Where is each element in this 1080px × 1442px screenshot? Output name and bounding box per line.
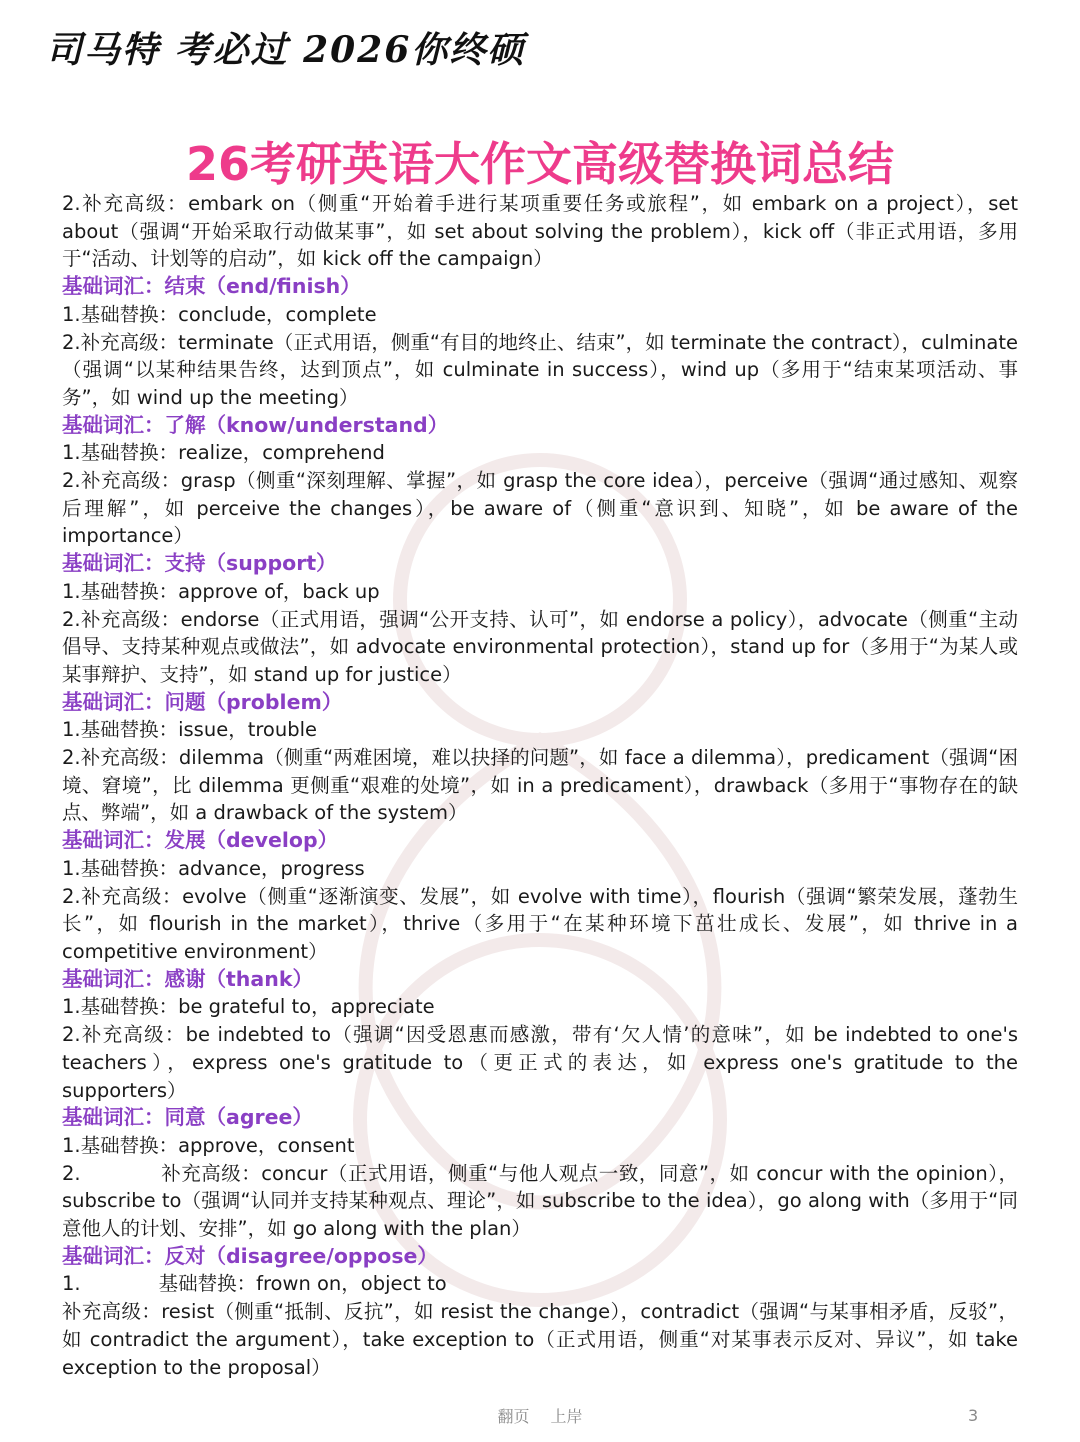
basic-replacement: 1.基础替换：be grateful to，appreciate: [62, 995, 435, 1019]
document-body: [62, 190, 1018, 1381]
section-heading: 基础词汇：支持（support）: [62, 551, 337, 576]
prev-page-link[interactable]: 翻页: [497, 1407, 530, 1426]
advanced-replacement: 2.补充高级：dilemma（侧重“两难困境，难以抉择的问题”，如 face a dilemma），predicament（强调“困境、窘境”，比 dilemma 更侧重“艰难的处境”，如 in a predicament），drawback（多用于“事物存在的缺点、弊端”，如 a drawback of the system）: [62, 746, 1018, 825]
section-heading: 基础词汇：结束（end/finish）: [62, 274, 361, 299]
advanced-replacement: 2.补充高级：be indebted to（强调“因受恩惠而感激，带有‘欠人情’的意味”，如 be indebted to one's teachers），express one's gratitude to（更正式的表达，如 express one's gratitude to the supporters）: [62, 1023, 1018, 1102]
brand-text: 司马特 考必过 2026你终硕: [46, 29, 526, 71]
advanced-replacement: 2.补充高级：grasp（侧重“深刻理解、掌握”，如 grasp the core idea），perceive（强调“通过感知、观察后理解”，如 perceive the changes），be aware of（侧重“意识到、知晓”，如 be aware of the importance）: [62, 469, 1018, 548]
basic-replacement: 1.基础替换：approve of，back up: [62, 579, 380, 603]
section-heading: 基础词汇：发展（develop）: [62, 828, 339, 853]
next-page-link[interactable]: 上岸: [550, 1407, 583, 1426]
section-heading: 基础词汇：感谢（thank）: [62, 966, 313, 991]
section-support: [62, 550, 1018, 689]
section-problem: [62, 689, 1018, 828]
basic-replacement: 1.基础替换：advance，progress: [62, 856, 365, 880]
section-end: [62, 273, 1018, 412]
section-understand: [62, 412, 1018, 551]
basic-replacement: 1.基础替换：realize，comprehend: [62, 441, 385, 465]
basic-replacement: 1.基础替换：issue，trouble: [62, 718, 318, 742]
advanced-replacement: 2.补充高级：endorse（正式用语，强调“公开支持、认可”，如 endorse a policy），advocate（侧重“主动倡导、支持某种观点或做法”，如 advocate environmental protection），stand up for（多用于“为某人或某事辩护、支持”，如 stand up for justice）: [62, 607, 1018, 686]
section-heading: 基础词汇：反对（disagree/oppose）: [62, 1243, 438, 1268]
intro-paragraph: 2.补充高级：embark on（侧重“开始着手进行某项重要任务或旅程”，如 embark on a project），set about（强调“开始采取行动做某事”，如 set about solving the problem），kick off（非正式用语，多用于“活动、计划等的启动”，如 kick off the campaign）: [62, 192, 1018, 271]
page-number: 3: [968, 1406, 979, 1425]
advanced-replacement: 2. 补充高级：concur（正式用语，侧重“与他人观点一致，同意”，如 concur with the opinion），subscribe to（强调“认同并支持某种观点、理论”，如 subscribe to the idea），go along with（多用于“同意他人的计划、安排”，如 go along with the plan）: [62, 1161, 1018, 1241]
advanced-replacement: 补充高级：resist（侧重“抵制、反抗”，如 resist the change），contradict（强调“与某事相矛盾，反驳”，如 contradict the argument），take exception to（正式用语，侧重“对某事表示反对、异议”，如 take exception to the proposal）: [62, 1300, 1018, 1379]
advanced-replacement: 2.补充高级：evolve（侧重“逐渐演变、发展”，如 evolve with time），flourish（强调“繁荣发展，蓬勃生长”，如 flourish in the market），thrive（多用于“在某种环境下茁壮成长、发展”，如 thrive in a competitive environment）: [62, 884, 1018, 963]
basic-replacement: 1. 基础替换：frown on，object to: [62, 1272, 447, 1296]
section-heading: 基础词汇：了解（know/understand）: [62, 412, 449, 437]
section-heading: 基础词汇：同意（agree）: [62, 1105, 313, 1130]
section-thank: [62, 966, 1018, 1105]
section-heading: 基础词汇：问题（problem）: [62, 689, 343, 714]
page-title: 26考研英语大作文高级替换词总结: [185, 137, 894, 191]
basic-replacement: 1.基础替换：approve，consent: [62, 1133, 355, 1157]
basic-replacement: 1.基础替换：conclude，complete: [62, 302, 377, 326]
section-agree: [62, 1104, 1018, 1243]
section-oppose: [62, 1243, 1018, 1382]
page-navigation: [0, 1404, 1080, 1427]
advanced-replacement: 2.补充高级：terminate（正式用语，侧重“有目的地终止、结束”，如 terminate the contract），culminate（强调“以某种结果告终，达到顶点”，如 culminate in success），wind up（多用于“结束某项活动、事务”，如 wind up the meeting）: [62, 330, 1018, 409]
section-develop: [62, 827, 1018, 966]
